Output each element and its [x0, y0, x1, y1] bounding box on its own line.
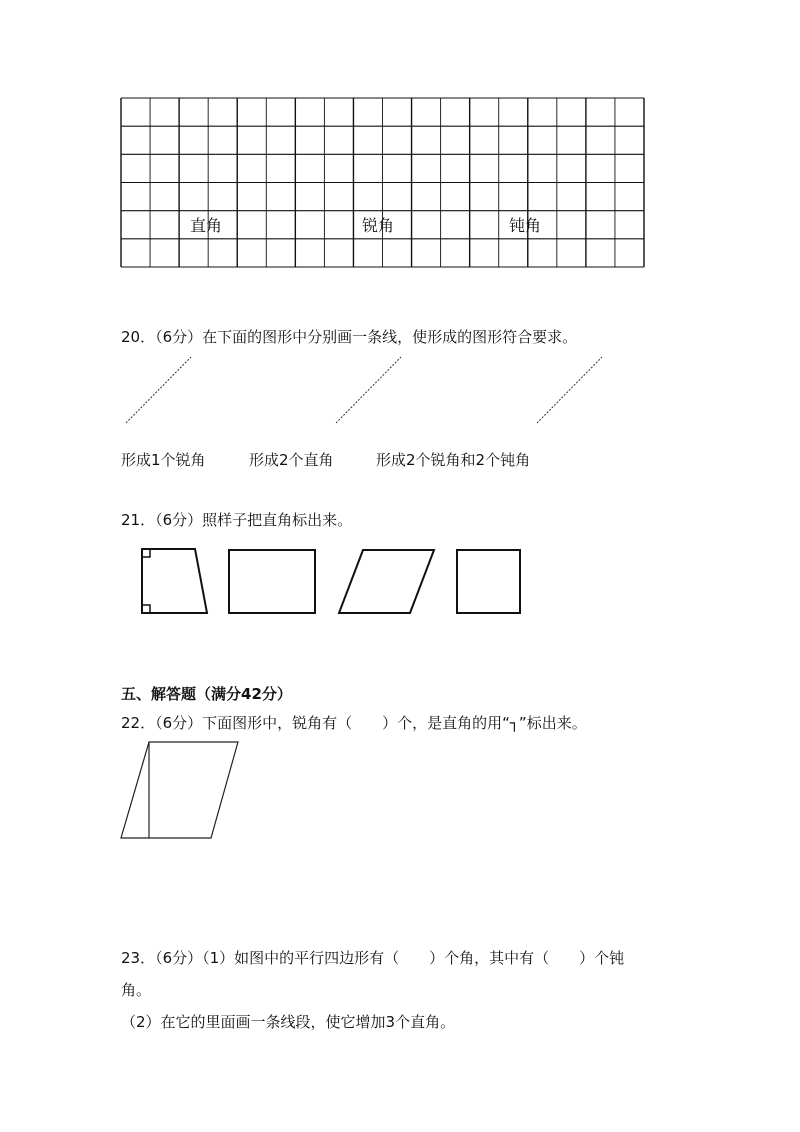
question-23-line-2: 角。 [121, 981, 152, 999]
question-21-text: 21．（6分）照样子把直角标出来。 [121, 511, 353, 529]
grid-lines [0, 0, 800, 280]
question-23-line-3: （2）在它的里面画一条线段，使它增加3个直角。 [121, 1013, 456, 1031]
grid-label-obtuse-angle: 钝角 [509, 216, 542, 235]
grid-label-right-angle: 直角 [190, 216, 223, 235]
drawing-grid[interactable] [0, 0, 800, 280]
q22-parallelogram [121, 742, 238, 838]
question-20-text: 20．（6分）在下面的图形中分别画一条线，使形成的图形符合要求。 [121, 328, 578, 346]
question-22-text: 22．（6分）下面图形中，锐角有（ ）个，是直角的用“┐”标出来。 [121, 714, 587, 732]
q21-square [457, 550, 520, 613]
q20-caption-2: 形成2个直角 [249, 451, 334, 469]
q21-parallelogram [339, 550, 434, 613]
q20-caption-3: 形成2个锐角和2个钝角 [376, 451, 531, 469]
q21-trapezoid-example [142, 549, 207, 613]
q20-dashed-line-1 [126, 357, 191, 423]
q21-rectangle [229, 550, 315, 613]
section-5-title: 五、解答题（满分42分） [121, 685, 292, 703]
question-23-line-1: 23．（6分）（1）如图中的平行四边形有（ ）个角，其中有（ ）个钝 [121, 949, 625, 967]
q20-caption-1: 形成1个锐角 [121, 451, 206, 469]
q20-dashed-line-2 [336, 357, 401, 423]
q20-dashed-line-3 [537, 357, 602, 423]
grid-label-acute-angle: 锐角 [362, 216, 395, 235]
